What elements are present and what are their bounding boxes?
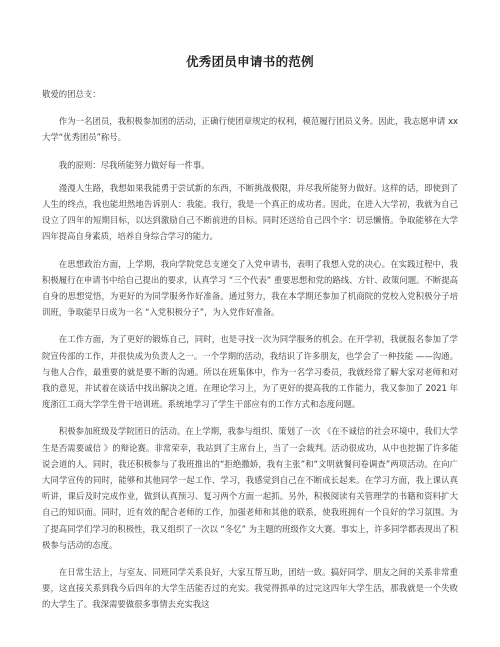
paragraph-life-goals: 漫漫人生路，我想如果我能勇于尝试新的东西，不断挑战极限，并尽我所能努力做好。这样的话，即使到了人生的终点，我也能坦然地告诉别人：我能。我行，我是一个真正的成功者。因此，在进入大学初，我就为自己设立了四年的短期目标，以达到激励自己不断前进的目标。同时还送给自己四个字：切忌懒惰。争取能够在大学四年提高自身素质，培养自身综合学习的能力。 (42, 182, 458, 242)
paragraph-activities: 积极参加班级及学院团日的活动。在上学期，我参与组织、策划了一次 《在不诚信的社会环境中，我们大学生是否需要诚信 》的辩论赛。非常荣幸，我站到了主席台上，当了一会裁判。活动很成功，从中也挖掘了许多能说会道的人。同时，我还积极参与了我班推出的“拒绝撒娇，我有主张”和“文明就餐问卷调查”两项活动。在向广大同学宣传的同时，能够和其他同学一起工作、学习，我感觉到自己在不断成长起来。在学习方面，我上课认真听讲，课后及时完成作业，做到认真预习、复习两个方面一起抓。另外，积极阅读有关管理学的书籍和资料扩大自己的知识面。同时，近有效的配合老师的工作，加强老师和其他的联系，使我班拥有一个良好的学习氛围。为了提高同学们学习的积极性，我又组织了一次以 “冬忆” 为主题的班级作文大赛。事实上，许多同学都表现出了积极参与活动的态度。 (42, 426, 458, 550)
paragraph-daily-life: 在日常生活上，与室友、同班同学关系良好，大家互帮互助，团结一致。搞好同学、朋友之间的关系非常重要，这直接关系到我今后四年的大学生活能否过的充实。我觉得抓单的过完这四年大学生活，那我就是一个失败的大学生了。我深需要做很多事情去充实我这 (42, 567, 458, 610)
paragraph-work: 在工作方面，为了更好的锻炼自己，同时，也是寻找一次为同学服务的机会。在开学初，我就报名参加了学院宣传部的工作，并很快成为负责人之一。一个学期的活动，我结识了许多朋友，也学会了一种技能 ——沟通。与他人合作，最重要的就是要不断的沟通。所以在班集体中，作为一名学习委员，我就经常了解大家对老师和对我的意见，并试着在谈话中找出解决之道。在理论学习上，为了更好的提高我的工作能力，我又参加了 2021 年度浙江工商大学学生骨干培训班。系统地学习了学生干部应有的工作方式和态度问题。 (42, 334, 458, 410)
document-title: 优秀团员申请书的范例 (185, 54, 314, 69)
paragraph-intro: 作为一名团员，我积极参加团的活动，正确行使团章规定的权利，模范履行团员义务。因此，我志愿申请 xx 大学“优秀团员”称号。 (42, 116, 458, 143)
greeting: 敬爱的团总支： (42, 89, 101, 99)
paragraph-political-thought: 在思想政治方面，上学期，我向学院党总支递交了入党申请书，表明了我想入党的决心。在实践过程中，我积极履行在申请书中给自己提出的要求，认真学习 “三个代表” 重要思想和党的路线、方针、政策问题。不断提高自身的思想觉悟，为更好的为同学服务作好准备。通过努力，我在本学期还参加了机商院的党校入党积极分子培训班，争取能早日成为一名 “入党积极分子”，为入党作好准备。 (42, 258, 458, 318)
paragraph-principle: 我的原则：尽我所能努力做好每一件事。 (58, 159, 210, 170)
